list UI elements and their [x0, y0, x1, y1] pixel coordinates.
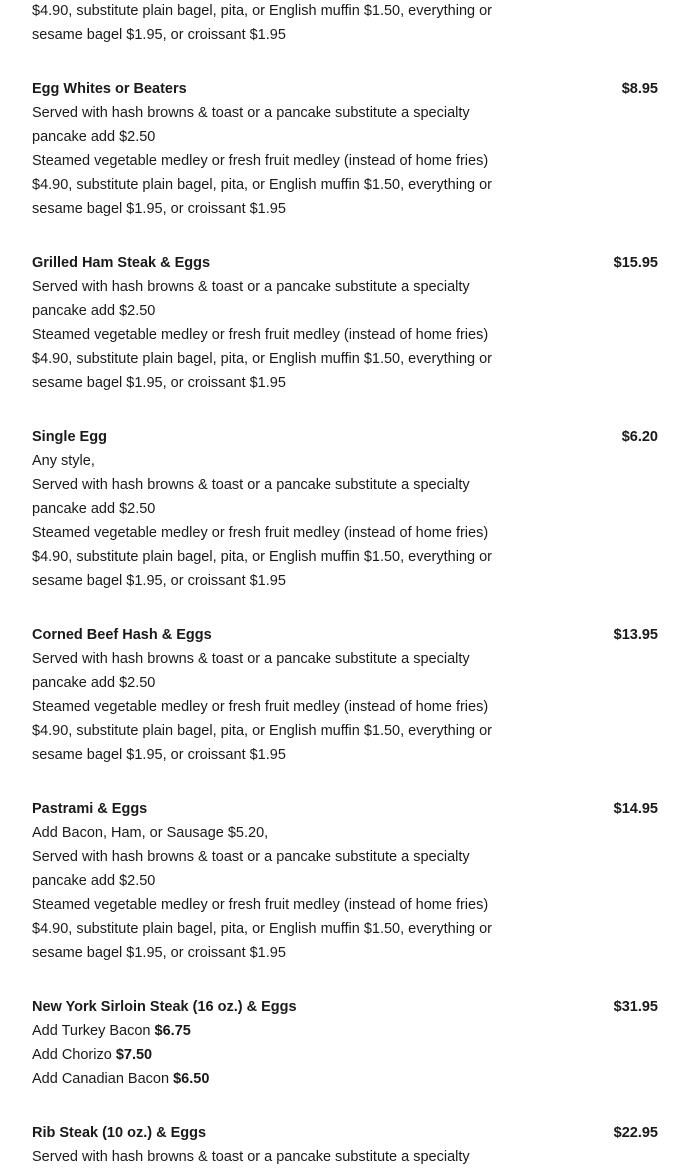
description-line: Served with hash browns & toast or a pancake substitute a specialty: [32, 849, 470, 865]
item-addons: [32, 1019, 532, 1091]
previous-item-description: [32, 0, 532, 47]
addon-line: [32, 1019, 532, 1043]
item-description: [32, 275, 532, 395]
description-line: Served with hash browns & toast or a pancake substitute a specialty: [32, 1149, 470, 1165]
item-description: [32, 101, 532, 221]
description-line: pancake add $2.50: [32, 129, 156, 145]
item-name: Single Egg: [32, 429, 107, 445]
description-line: Served with hash browns & toast or a pancake substitute a specialty: [32, 105, 470, 121]
addon-label: Add Chorizo: [32, 1047, 112, 1063]
menu-item-egg-whites[interactable]: [32, 77, 658, 221]
menu-list: [32, 0, 658, 1169]
item-price: $22.95: [613, 1125, 658, 1141]
addon-price: $7.50: [115, 1047, 153, 1063]
description-line: Served with hash browns & toast or a pancake substitute a specialty: [32, 279, 470, 295]
description-line: Served with hash browns & toast or a pancake substitute a specialty: [32, 477, 470, 493]
addon-line: [32, 1067, 532, 1091]
description-line: Steamed vegetable medley or fresh fruit medley (instead of home fries): [32, 525, 489, 541]
description-line: $4.90, substitute plain bagel, pita, or English muffin $1.50, everything or: [32, 177, 492, 193]
description-line: Any style,: [32, 453, 95, 469]
description-line: pancake add $2.50: [32, 303, 156, 319]
item-name: Egg Whites or Beaters: [32, 81, 187, 97]
description-line: $4.90, substitute plain bagel, pita, or English muffin $1.50, everything or: [32, 921, 492, 937]
addon-price: $6.50: [173, 1071, 210, 1087]
item-price: $15.95: [613, 255, 658, 271]
description-line: sesame bagel $1.95, or croissant $1.95: [32, 945, 286, 961]
menu-item-ny-sirloin-steak[interactable]: [32, 995, 658, 1091]
item-price: $14.95: [613, 801, 658, 817]
description-line: sesame bagel $1.95, or croissant $1.95: [32, 27, 286, 43]
menu-item-rib-steak[interactable]: [32, 1121, 658, 1169]
addon-label: Add Turkey Bacon: [32, 1023, 151, 1039]
item-description: [32, 449, 532, 593]
item-price: $13.95: [613, 627, 658, 643]
description-line: $4.90, substitute plain bagel, pita, or English muffin $1.50, everything or: [32, 723, 492, 739]
item-price: $8.95: [621, 81, 658, 97]
menu-item-pastrami[interactable]: [32, 797, 658, 965]
addon-price: $6.75: [154, 1023, 191, 1039]
item-price: $31.95: [613, 999, 658, 1015]
addon-line: [32, 1043, 532, 1067]
description-line: Served with hash browns & toast or a pancake substitute a specialty: [32, 651, 470, 667]
description-line: Add Bacon, Ham, or Sausage $5.20,: [32, 825, 269, 841]
description-line: sesame bagel $1.95, or croissant $1.95: [32, 573, 286, 589]
item-name: Rib Steak (10 oz.) & Eggs: [32, 1125, 207, 1141]
description-line: $4.90, substitute plain bagel, pita, or English muffin $1.50, everything or: [32, 3, 492, 19]
menu-item-grilled-ham-steak[interactable]: [32, 251, 658, 395]
description-line: pancake add $2.50: [32, 501, 156, 517]
description-line: sesame bagel $1.95, or croissant $1.95: [32, 747, 286, 763]
description-line: $4.90, substitute plain bagel, pita, or English muffin $1.50, everything or: [32, 351, 492, 367]
item-name: New York Sirloin Steak (16 oz.) & Eggs: [32, 999, 297, 1015]
menu-item-single-egg[interactable]: [32, 425, 658, 593]
description-line: sesame bagel $1.95, or croissant $1.95: [32, 375, 286, 391]
item-name: Corned Beef Hash & Eggs: [32, 627, 212, 643]
description-line: Steamed vegetable medley or fresh fruit medley (instead of home fries): [32, 327, 489, 343]
description-line: sesame bagel $1.95, or croissant $1.95: [32, 201, 286, 217]
description-line: pancake add $2.50: [32, 675, 156, 691]
description-line: Steamed vegetable medley or fresh fruit medley (instead of home fries): [32, 699, 489, 715]
item-description: [32, 1145, 532, 1169]
menu-item-corned-beef-hash[interactable]: [32, 623, 658, 767]
description-line: $4.90, substitute plain bagel, pita, or English muffin $1.50, everything or: [32, 549, 492, 565]
description-line: Steamed vegetable medley or fresh fruit medley (instead of home fries): [32, 897, 489, 913]
description-line: Steamed vegetable medley or fresh fruit medley (instead of home fries): [32, 153, 489, 169]
item-description: [32, 821, 532, 965]
item-name: Grilled Ham Steak & Eggs: [32, 255, 211, 271]
addon-label: Add Canadian Bacon: [32, 1071, 170, 1087]
description-line: pancake add $2.50: [32, 873, 156, 889]
item-price: $6.20: [621, 429, 658, 445]
item-name: Pastrami & Eggs: [32, 801, 148, 817]
item-description: [32, 647, 532, 767]
